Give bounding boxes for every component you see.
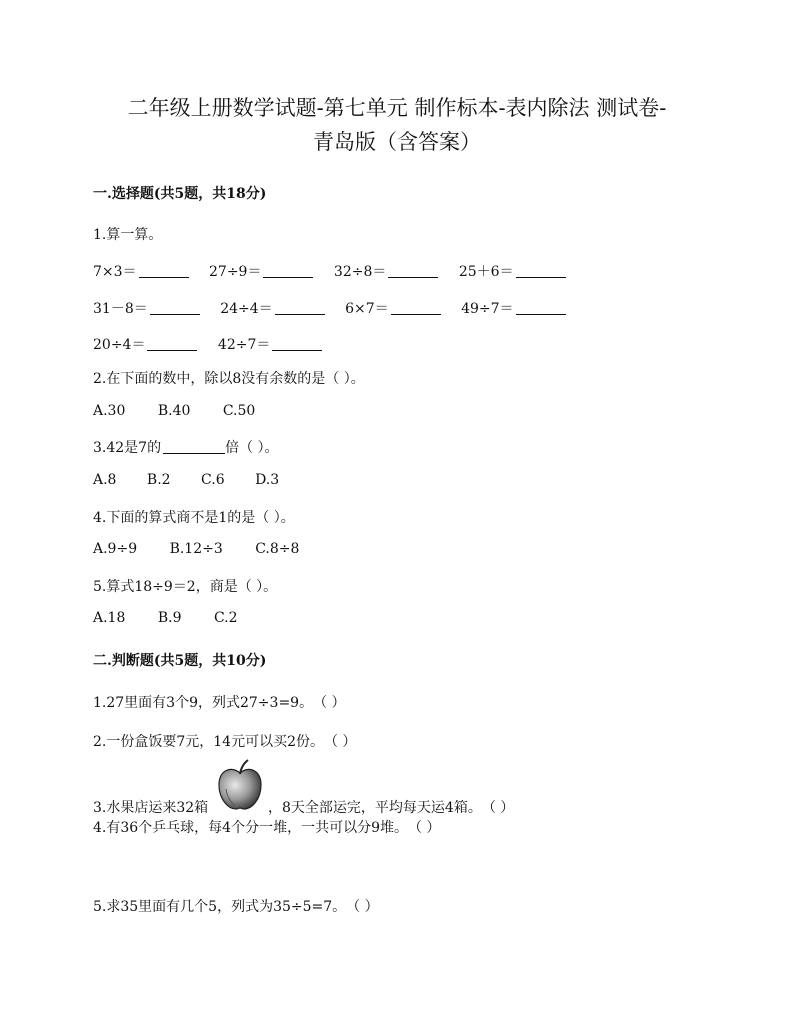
judge-item-4: 4.有36个乒乓球，每4个分一堆，一共可以分9堆。 （ ） — [93, 820, 441, 836]
judge-item-2: 2.一份盒饭要7元，14元可以买2份。 （ ） — [93, 734, 357, 750]
answer-blank[interactable] — [263, 263, 313, 278]
answer-blank[interactable] — [516, 300, 566, 315]
q1-row-3 — [93, 334, 322, 354]
section1-heading: 一.选择题(共5题，共18分) — [93, 186, 267, 202]
option-c[interactable]: C.50 — [222, 403, 256, 419]
option-a[interactable]: A.18 — [93, 610, 126, 626]
option-b[interactable]: B.40 — [157, 403, 191, 419]
q2-prompt: 2.在下面的数中，除以8没有余数的是（ ）。 — [93, 371, 365, 387]
option-d[interactable]: D.3 — [255, 472, 280, 488]
option-c[interactable]: C.8÷8 — [255, 541, 300, 557]
q3-prompt — [93, 437, 279, 457]
option-b[interactable]: B.9 — [157, 610, 182, 626]
answer-blank[interactable] — [275, 300, 325, 315]
judge-item-1: 1.27里面有3个9，列式27÷3=9。 （ ） — [93, 695, 346, 711]
option-a[interactable]: A.30 — [93, 403, 126, 419]
q3-prompt-start: 3.42是7的 — [93, 440, 162, 456]
q4-options — [93, 541, 327, 557]
q1-prompt: 1.算一算。 — [93, 227, 163, 243]
judge-item-3-end: ，8天全部运完，平均每天运4箱。 （ ） — [268, 800, 515, 816]
q2-options — [93, 403, 283, 419]
answer-blank[interactable] — [163, 439, 225, 454]
q1-expr: 24÷4＝ — [220, 301, 273, 317]
answer-blank[interactable] — [516, 263, 566, 278]
judge-item-5: 5.求35里面有几个5，列式为35÷5=7。 （ ） — [93, 899, 379, 915]
answer-blank[interactable] — [150, 300, 200, 315]
option-a[interactable]: A.8 — [93, 472, 117, 488]
q1-expr: 6×7＝ — [345, 301, 389, 317]
q1-expr: 49÷7＝ — [461, 301, 514, 317]
q5-prompt: 5.算式18÷9＝2，商是（ ）。 — [93, 579, 278, 595]
option-c[interactable]: C.2 — [213, 610, 238, 626]
answer-blank[interactable] — [147, 336, 197, 351]
option-a[interactable]: A.9÷9 — [93, 541, 138, 557]
q1-expr: 42÷7＝ — [217, 337, 271, 353]
answer-blank[interactable] — [272, 336, 322, 351]
answer-blank[interactable] — [388, 263, 438, 278]
page-title-line2: 青岛版（含答案） — [313, 130, 481, 154]
option-c[interactable]: C.6 — [201, 472, 225, 488]
q1-row-2 — [93, 298, 566, 318]
section2-heading: 二.判断题(共5题，共10分) — [93, 653, 267, 669]
q1-expr: 27÷9＝ — [209, 264, 262, 280]
q1-expr: 32÷8＝ — [333, 264, 387, 280]
apple-icon — [216, 759, 264, 815]
option-b[interactable]: B.12÷3 — [169, 541, 223, 557]
judge-item-3-start: 3.水果店运来32箱 — [93, 800, 209, 816]
q1-expr: 25＋6＝ — [458, 264, 514, 280]
q5-options — [93, 610, 266, 626]
q3-options — [93, 472, 307, 488]
answer-blank[interactable] — [139, 263, 189, 278]
q1-expr: 7×3＝ — [93, 264, 137, 280]
q1-expr: 31－8＝ — [93, 301, 148, 317]
q1-row-1 — [93, 261, 566, 281]
page-title-line1: 二年级上册数学试题-第七单元 制作标本-表内除法 测试卷- — [127, 96, 667, 120]
q3-prompt-end: 倍（ ）。 — [225, 440, 279, 456]
answer-blank[interactable] — [391, 300, 441, 315]
option-b[interactable]: B.2 — [146, 472, 171, 488]
q4-prompt: 4.下面的算式商不是1的是（ ）。 — [93, 510, 295, 526]
q1-expr: 20÷4＝ — [93, 337, 146, 353]
